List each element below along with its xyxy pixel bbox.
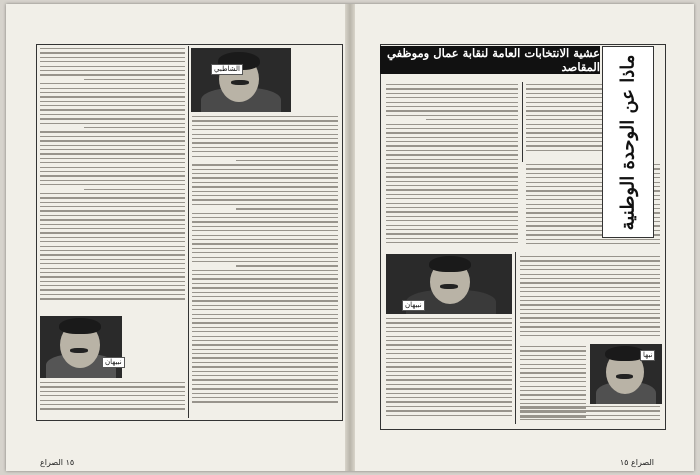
magazine-spread [6, 4, 694, 471]
article-headline: عشية الانتخابات العامة لنقابة عمال وموظفي المقاصد [380, 46, 600, 74]
page-folio: ١٥ الصراع [40, 458, 75, 467]
section-title-text: ماذا عن الوحدة الوطنية [617, 54, 639, 230]
body-text-column [386, 84, 518, 252]
body-text-column [386, 318, 512, 424]
column-divider [515, 252, 516, 424]
portrait-photo [40, 316, 122, 378]
binding-gutter [345, 4, 355, 471]
left-page [6, 4, 350, 471]
body-text-column [526, 84, 606, 158]
body-text-column [40, 48, 185, 312]
body-text-column [192, 116, 338, 414]
photo-caption: الشاطبي [211, 64, 243, 75]
body-text-column [520, 406, 660, 424]
page-folio: الصراع ١٥ [619, 458, 654, 467]
body-text-column [520, 256, 660, 342]
photo-caption: نبيهان [102, 357, 125, 368]
photo-caption: نبيهان [402, 300, 425, 311]
body-text-column [40, 382, 185, 416]
column-divider [522, 82, 523, 162]
photo-caption: نبها [640, 350, 655, 361]
section-title [602, 46, 654, 238]
portrait-photo [191, 48, 291, 112]
column-divider [188, 46, 189, 418]
